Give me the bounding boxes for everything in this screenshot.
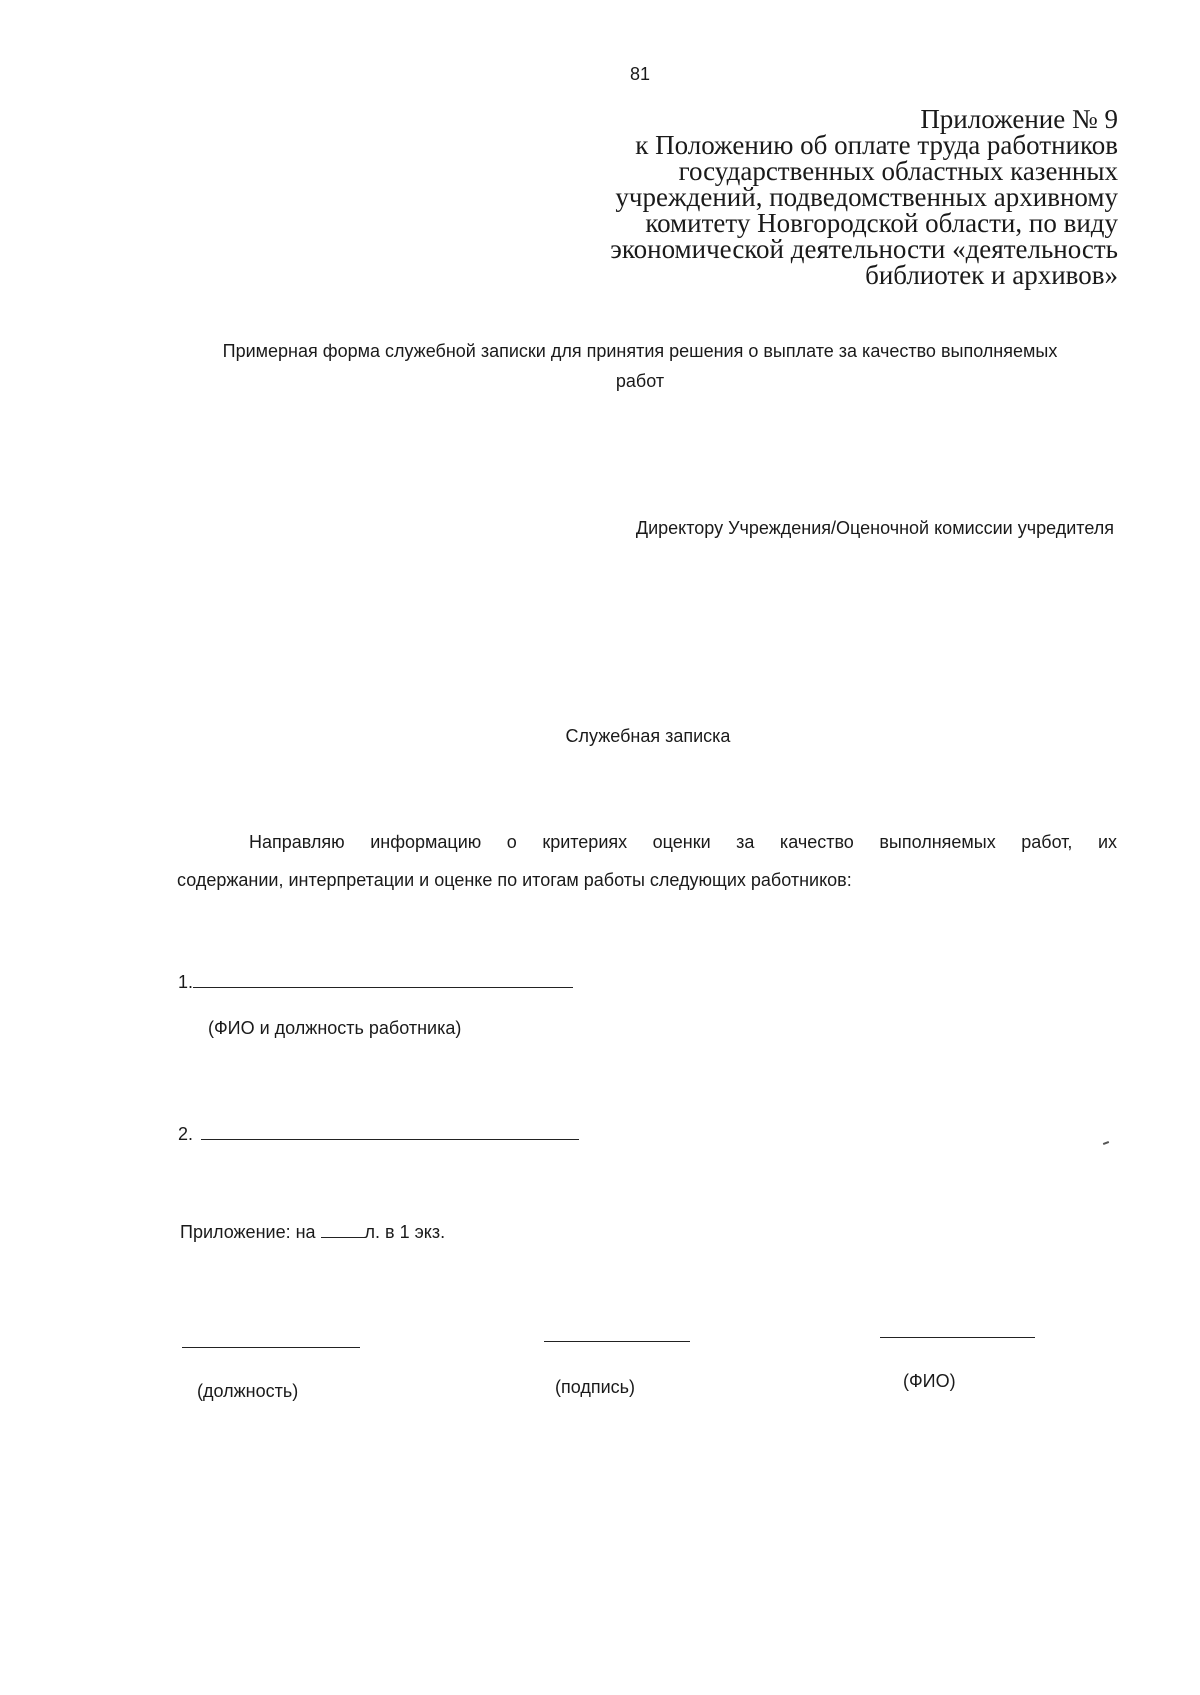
- attachment-suffix: л. в 1 экз.: [364, 1222, 446, 1242]
- position-line[interactable]: [182, 1347, 360, 1348]
- appendix-line: Приложение № 9: [920, 104, 1118, 134]
- appendix-line: библиотек и архивов»: [865, 260, 1118, 290]
- sheet-count-blank[interactable]: [321, 1223, 365, 1238]
- appendix-line: учреждений, подведомственных архивному: [615, 182, 1118, 212]
- memo-body: [177, 823, 1117, 899]
- page-number: 81: [629, 64, 651, 84]
- attachment-prefix: Приложение: на: [180, 1222, 316, 1242]
- attachment-note: [180, 1222, 445, 1243]
- scan-speck: [1103, 1141, 1109, 1145]
- addressee: Директору Учреждения/Оценочной комиссии учредителя: [635, 518, 1114, 538]
- memo-heading: Служебная записка: [565, 726, 731, 746]
- employee-fill-line[interactable]: [201, 1125, 579, 1140]
- memo-body-line: Направляю информацию о критериях оценки за качество выполняемых работ, их: [249, 832, 1117, 852]
- appendix-reference: [518, 106, 1118, 288]
- signature-line[interactable]: [544, 1341, 690, 1342]
- appendix-line: к Положению об оплате труда работников: [635, 130, 1118, 160]
- position-caption: (должность): [197, 1381, 299, 1401]
- appendix-line: экономической деятельности «деятельность: [610, 234, 1118, 264]
- employee-entry-1: [178, 972, 573, 993]
- signature-caption: (подпись): [555, 1377, 636, 1397]
- name-caption: (ФИО): [903, 1371, 956, 1391]
- name-line[interactable]: [880, 1337, 1035, 1338]
- form-title-line: Примерная форма служебной записки для принятия решения о выплате за качество выполняемых: [222, 341, 1058, 361]
- form-title-line: работ: [615, 371, 665, 391]
- employee-caption: (ФИО и должность работника): [208, 1018, 462, 1038]
- employee-entry-2: [178, 1124, 579, 1145]
- entry-number: 1.: [178, 972, 194, 992]
- form-title: [170, 336, 1110, 396]
- memo-body-line: содержании, интерпретации и оценке по итогам работы следующих работников:: [177, 870, 852, 890]
- appendix-line: государственных областных казенных: [678, 156, 1118, 186]
- employee-fill-line[interactable]: [193, 973, 573, 988]
- appendix-line: комитету Новгородской области, по виду: [645, 208, 1118, 238]
- entry-number: 2.: [178, 1124, 194, 1144]
